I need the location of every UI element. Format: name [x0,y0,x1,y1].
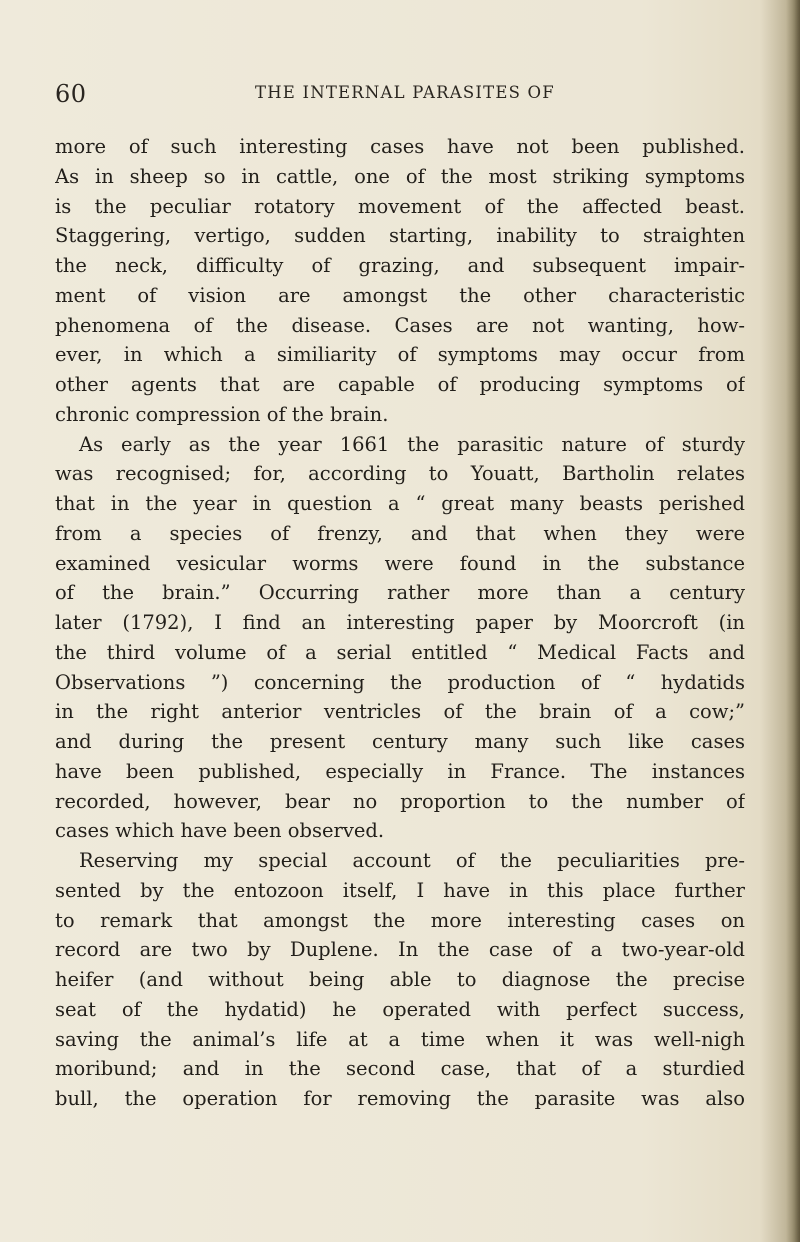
text-line: Staggering, vertigo, sudden starting, inability to straighten [55,224,745,248]
running-title: THE INTERNAL PARASITES OF [255,83,555,102]
text-line: seat of the hydatid) he operated with perfect success, [55,997,745,1021]
text-line: in the right anterior ventricles of the brain of a cow;” [55,700,745,724]
text-line: from a species of frenzy, and that when they were [55,521,745,545]
text-line: other agents that are capable of producing symptoms of [55,373,745,396]
text-line: chronic compression of the brain. [55,402,389,426]
text-line: phenomena of the disease. Cases are not wanting, how- [55,313,745,337]
text-line: record are two by Duplene. In the case of a two-year-old [55,938,745,962]
text-line: the third volume of a serial entitled “ Medical Facts and [55,640,745,664]
text-line: As early as the year 1661 the parasitic nature of sturdy [79,432,745,456]
text-line: ever, in which a similiarity of symptoms may occur from [55,343,745,367]
text-line: moribund; and in the second case, that of a sturdied [55,1057,745,1081]
text-line: sented by the entozoon itself, I have in this place further [55,878,745,902]
text-line: examined vesicular worms were found in the substance [55,551,745,575]
page-number: 60 [55,80,87,108]
text-line: more of such interesting cases have not been published. [55,135,745,158]
text-line: Reserving my special account of the peculiarities pre- [79,849,745,872]
running-head [55,72,745,112]
text-line: have been published, especially in France. The instances [55,759,745,783]
text-line: cases which have been observed. [55,819,385,843]
text-line: is the peculiar rotatory movement of the affected beast. [55,194,745,218]
body-text [55,132,745,1114]
text-line: to remark that amongst the more interesting cases on [55,908,745,932]
text-line: that in the year in question a “ great many beasts perished [55,492,745,515]
text-line: was recognised; for, according to Youatt, Bartholin relates [55,462,745,486]
text-line: recorded, however, bear no proportion to the number of [55,789,745,813]
text-line: the neck, difficulty of grazing, and subsequent impair- [55,254,745,277]
text-line: bull, the operation for removing the parasite was also [55,1087,745,1110]
text-line: of the brain.” Occurring rather more than a century [55,581,745,605]
text-line: later (1792), I find an interesting paper by Moorcroft (in [55,611,745,634]
text-line: saving the animal’s life at a time when it was well-nigh [55,1027,745,1051]
text-line: heifer (and without being able to diagnose the precise [55,968,745,991]
text-line: As in sheep so in cattle, one of the most striking symptoms [55,164,745,188]
text-line: and during the present century many such like cases [55,730,745,753]
text-line: ment of vision are amongst the other characteristic [55,283,745,307]
text-line: Observations ”) concerning the production of “ hydatids [55,670,745,694]
page-edge-shadow [786,0,800,1242]
